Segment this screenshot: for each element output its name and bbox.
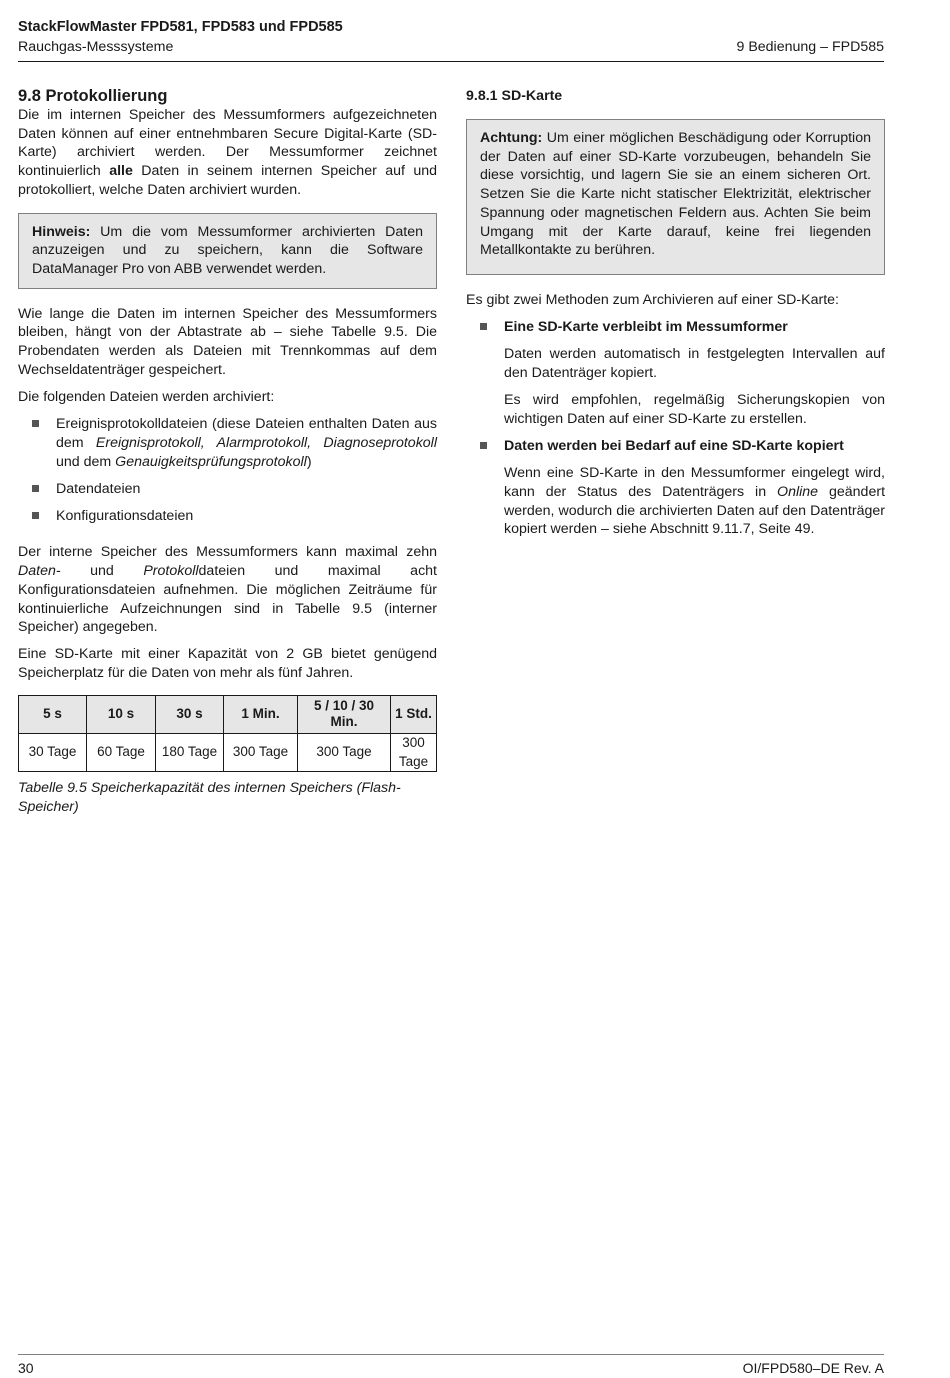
document-subtitle: Rauchgas-Messsysteme bbox=[18, 39, 174, 55]
note-label: Hinweis: bbox=[32, 223, 91, 240]
table-cell: 300 Tage bbox=[391, 733, 437, 771]
table-header-cell: 30 s bbox=[156, 695, 224, 733]
methods-intro: Es gibt zwei Methoden zum Archivieren auf einer SD-Karte: bbox=[466, 291, 839, 308]
note-text: Um die vom Messumformer archivierten Daten anzuzeigen und zu speichern, kann die Software DataManager Pro von ABB verwendet werden. bbox=[32, 223, 423, 277]
table-cell: 60 Tage bbox=[87, 733, 156, 771]
footer-divider bbox=[18, 1354, 884, 1355]
files-intro-paragraph: Die folgenden Dateien werden archiviert: bbox=[18, 388, 275, 405]
sd-capacity-paragraph: Eine SD-Karte mit einer Kapazität von 2 GB bietet genügend Speicherplatz für die Daten von mehr als fünf Jahren. bbox=[18, 646, 437, 682]
list-item: Datendateien bbox=[18, 480, 437, 499]
table-header-cell: 1 Min. bbox=[224, 695, 298, 733]
page-number: 30 bbox=[18, 1360, 34, 1376]
archiving-methods-list bbox=[466, 318, 885, 539]
warning-label: Achtung: bbox=[480, 130, 543, 146]
bullet-square-icon bbox=[32, 512, 39, 519]
bullet-square-icon bbox=[32, 420, 39, 427]
subsection-heading: 9.8.1 SD-Karte bbox=[466, 88, 563, 104]
warning-text: Um einer möglichen Beschädigung oder Korruption der Daten auf einer SD-Karte vorzubeugen, behandeln Sie diese vorsichtig, und lagern Sie sie an einem sicheren Ort. Setzen Sie die Karte nicht statischer Elektrizität, elektrischer Spannung oder magnetischen Feldern aus. Achten Sie beim Umgang mit der Karte darauf, keine frei liegenden Metallkontakte zu berühren. bbox=[480, 130, 871, 259]
intro-paragraph: Die im internen Speicher des Messumformers aufgezeichneten Daten können auf einer entnehmbaren Secure Digital-Karte (SD-Karte) archiviert werden. Der Messumformer zeichnet kontinuierlich alle Daten in seinem internen Speicher auf und protokolliert, welche Daten archiviert wurden. bbox=[18, 107, 438, 198]
note-box bbox=[18, 213, 437, 289]
bullet-square-icon bbox=[480, 442, 487, 449]
left-column bbox=[18, 86, 437, 817]
section-heading: 9.8 Protokollierung bbox=[18, 87, 168, 105]
table-cell: 180 Tage bbox=[156, 733, 224, 771]
table-cell: 300 Tage bbox=[224, 733, 298, 771]
table-cell: 30 Tage bbox=[19, 733, 87, 771]
table-row bbox=[19, 733, 437, 771]
method-paragraph: Es wird empfohlen, regelmäßig Sicherungskopien von wichtigen Daten auf einer SD-Karte zu erstellen. bbox=[504, 392, 885, 427]
duration-paragraph: Wie lange die Daten im internen Speicher des Messumformers bleiben, hängt von der Abtastrate ab – siehe Tabelle 9.5. Die Probendaten werden als Dateien mit Trennkommas auf dem Wechseldatenträger gespeichert. bbox=[18, 305, 437, 378]
method-paragraph: Daten werden automatisch in festgelegten Intervallen auf den Datenträger kopiert. bbox=[504, 346, 885, 382]
list-item bbox=[466, 437, 885, 539]
list-item: Konfigurationsdateien bbox=[18, 507, 437, 526]
method-title: Eine SD-Karte verbleibt im Messumformer bbox=[504, 319, 788, 336]
method-title: Daten werden bei Bedarf auf eine SD-Karte kopiert bbox=[504, 438, 844, 455]
list-item: Ereignisprotokolldateien (diese Dateien enthalten Daten aus dem Ereignisprotokoll, Alarmprotokoll, Diagnoseprotokoll und dem Genauigkeitsprüfungsprotokoll) bbox=[18, 415, 437, 471]
document-title: StackFlowMaster FPD581, FPD583 und FPD585 bbox=[18, 19, 343, 35]
right-column bbox=[466, 86, 885, 548]
document-id: OI/FPD580–DE Rev. A bbox=[742, 1360, 884, 1376]
table-header-row bbox=[19, 695, 437, 733]
header-divider bbox=[18, 61, 884, 62]
capacity-paragraph: Der interne Speicher des Messumformers kann maximal zehn Daten- und Protokolldateien und maximal acht Konfigurationsdateien aufnehmen. Die möglichen Zeiträume für kontinuierliche Aufzeichnungen sind in Tabelle 9.5 (interner Speicher) angegeben. bbox=[18, 544, 437, 636]
table-header-cell: 5 s bbox=[19, 695, 87, 733]
table-header-cell: 1 Std. bbox=[391, 695, 437, 733]
bullet-square-icon bbox=[32, 485, 39, 492]
table-header-cell: 5 / 10 / 30 Min. bbox=[298, 695, 391, 733]
method-paragraph: Wenn eine SD-Karte in den Messumformer eingelegt wird, kann der Status des Datenträgers in Online geändert werden, wodurch die archivierten Daten auf den Datenträger kopiert werden – siehe Abschnitt 9.11.7, Seite 49. bbox=[504, 465, 886, 538]
table-cell: 300 Tage bbox=[298, 733, 391, 771]
list-item bbox=[466, 318, 885, 429]
archived-files-list bbox=[18, 415, 437, 525]
chapter-label: 9 Bedienung – FPD585 bbox=[736, 39, 884, 55]
storage-capacity-table bbox=[18, 695, 437, 772]
bullet-square-icon bbox=[480, 323, 487, 330]
table-caption: Tabelle 9.5 Speicherkapazität des internen Speichers (Flash-Speicher) bbox=[18, 780, 401, 815]
warning-box bbox=[466, 119, 885, 275]
table-header-cell: 10 s bbox=[87, 695, 156, 733]
